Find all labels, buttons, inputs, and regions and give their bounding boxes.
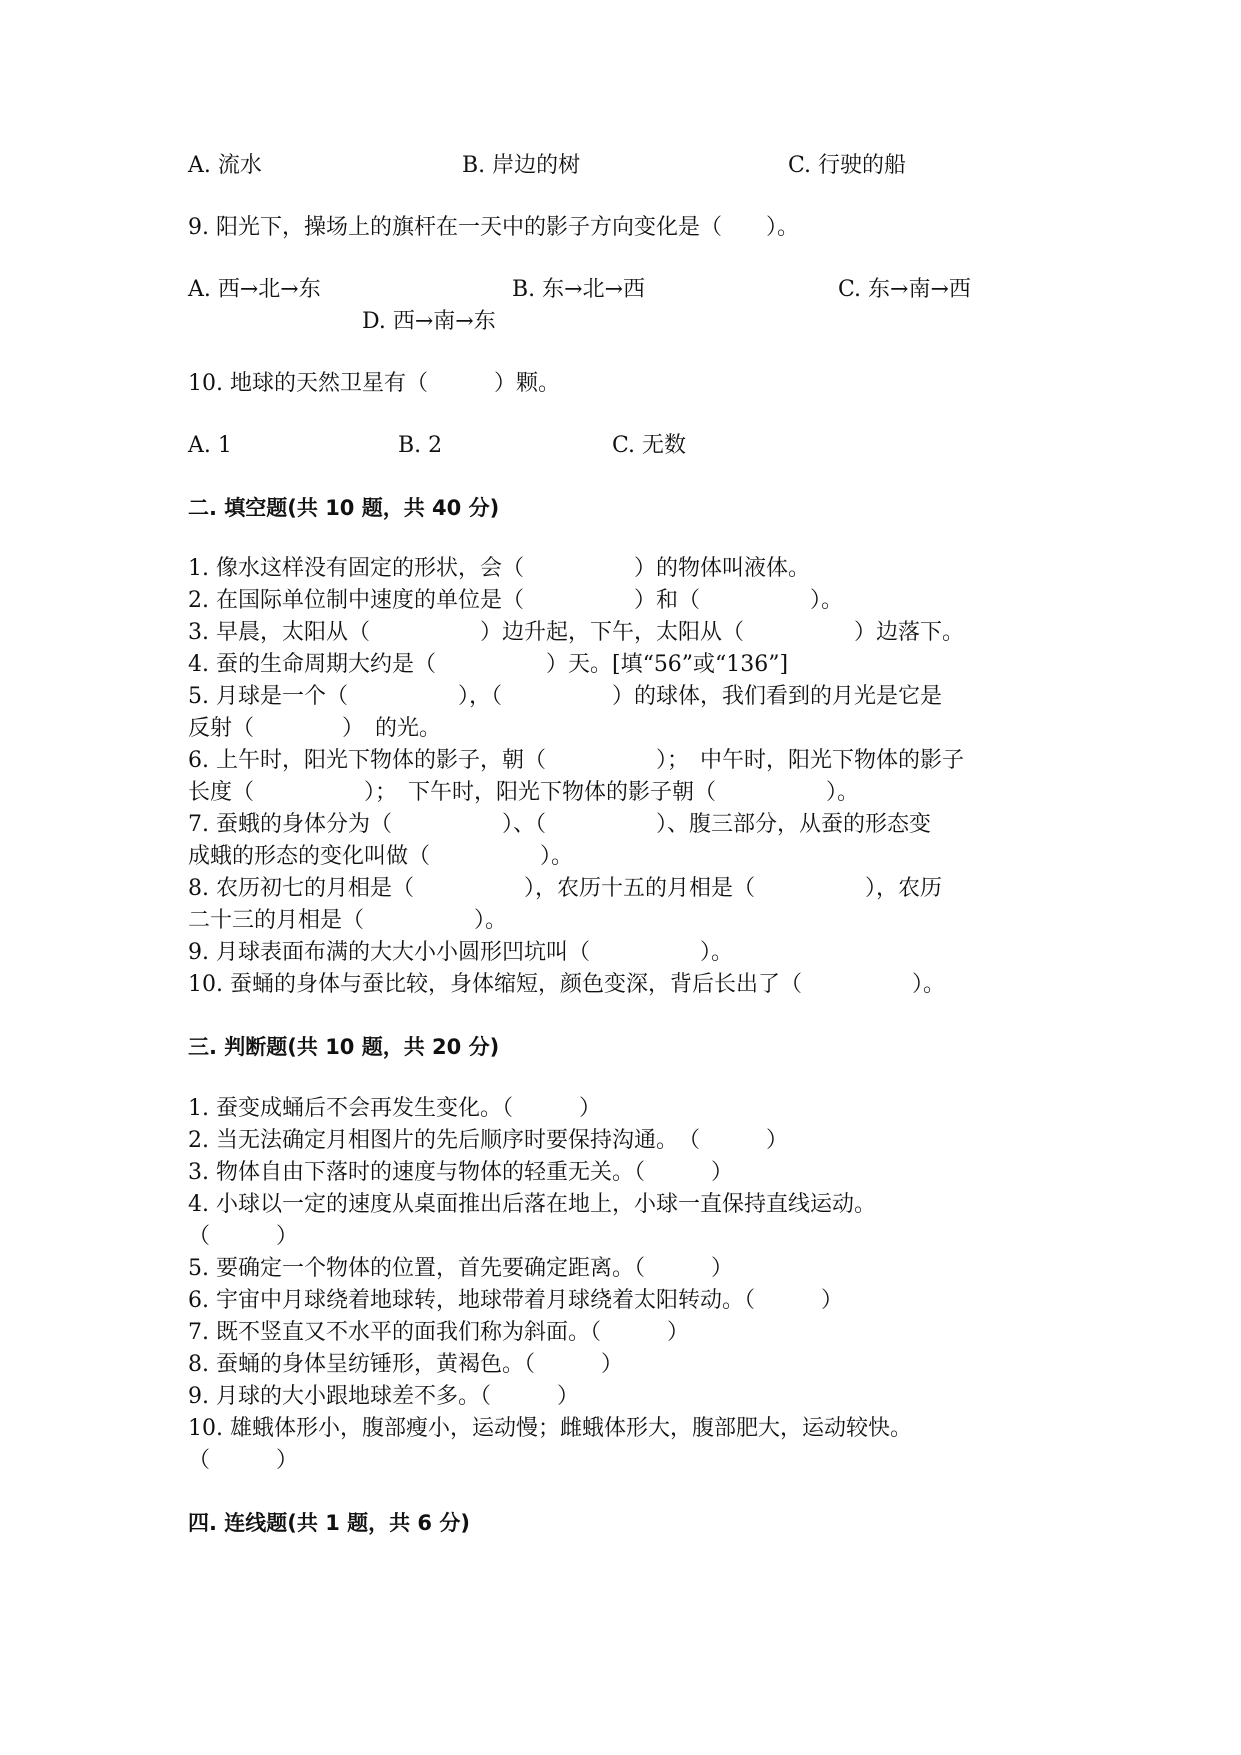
fill-line: 3. 早晨，太阳从（ ）边升起，下午，太阳从（ ）边落下。 [188,620,964,645]
q9-stem: 9. 阳光下，操场上的旗杆在一天中的影子方向变化是（ ）。 [188,215,799,240]
fill-line: 1. 像水这样没有固定的形状，会（ ）的物体叫液体。 [188,556,810,581]
section4-title: 四. 连线题(共 1 题，共 6 分) [188,1511,470,1535]
q10-option-b: B. 2 [398,433,443,458]
judge-line: 6. 宇宙中月球绕着地球转，地球带着月球绕着太阳转动。（ ） [188,1288,843,1313]
judge-line: 4. 小球以一定的速度从桌面推出后落在地上，小球一直保持直线运动。 [188,1192,876,1217]
q9-option-a: A. 西→北→东 [188,277,321,302]
judge-line: 9. 月球的大小跟地球差不多。（ ） [188,1384,579,1409]
fill-line: 长度（ ）； 下午时，阳光下物体的影子朝（ ）。 [188,780,860,805]
fill-line: 10. 蚕蛹的身体与蚕比较，身体缩短，颜色变深，背后长出了（ ）。 [188,972,945,997]
fill-line: 反射（ ） 的光。 [188,716,442,741]
q8-option-b: B. 岸边的树 [462,153,581,178]
judge-line: 1. 蚕变成蛹后不会再发生变化。（ ） [188,1096,601,1121]
q9-option-c: C. 东→南→西 [838,277,971,302]
section2-title: 二. 填空题(共 10 题，共 40 分) [188,496,500,520]
judge-line: （ ） [188,1224,299,1249]
fill-line: 8. 农历初七的月相是（ ），农历十五的月相是（ ），农历 [188,876,942,901]
q8-option-a: A. 流水 [188,153,262,178]
q10-option-c: C. 无数 [612,433,687,458]
judge-line: 10. 雄蛾体形小，腹部瘦小，运动慢；雌蛾体形大，腹部肥大，运动较快。 [188,1416,912,1441]
judge-line: （ ） [188,1448,299,1473]
q10-stem: 10. 地球的天然卫星有（ ）颗。 [188,371,560,396]
q9-option-b: B. 东→北→西 [512,277,646,302]
q8-option-c: C. 行驶的船 [788,153,907,178]
judge-line: 2. 当无法确定月相图片的先后顺序时要保持沟通。 （ ） [188,1128,788,1153]
fill-line: 二十三的月相是（ ）。 [188,908,508,933]
judge-line: 5. 要确定一个物体的位置，首先要确定距离。（ ） [188,1256,733,1281]
fill-line: 9. 月球表面布满的大大小小圆形凹坑叫（ ）。 [188,940,733,965]
fill-line: 7. 蚕蛾的身体分为（ ）、（ ）、腹三部分，从蚕的形态变 [188,812,931,837]
judge-line: 8. 蚕蛹的身体呈纺锤形，黄褐色。（ ） [188,1352,623,1377]
section3-title: 三. 判断题(共 10 题，共 20 分) [188,1035,500,1059]
q9-option-d: D. 西→南→东 [362,309,496,334]
judge-line: 7. 既不竖直又不水平的面我们称为斜面。（ ） [188,1320,689,1345]
judge-line: 3. 物体自由下落时的速度与物体的轻重无关。（ ） [188,1160,733,1185]
fill-line: 成蛾的形态的变化叫做（ ）。 [188,844,574,869]
q10-option-a: A. 1 [188,433,232,458]
fill-line: 5. 月球是一个（ ），（ ）的球体，我们看到的月光是它是 [188,684,942,709]
fill-line: 4. 蚕的生命周期大约是（ ）天。[填“56”或“136”] [188,652,789,677]
fill-line: 6. 上午时，阳光下物体的影子，朝（ ）； 中午时，阳光下物体的影子 [188,748,964,773]
fill-line: 2. 在国际单位制中速度的单位是（ ）和（ ）。 [188,588,843,613]
